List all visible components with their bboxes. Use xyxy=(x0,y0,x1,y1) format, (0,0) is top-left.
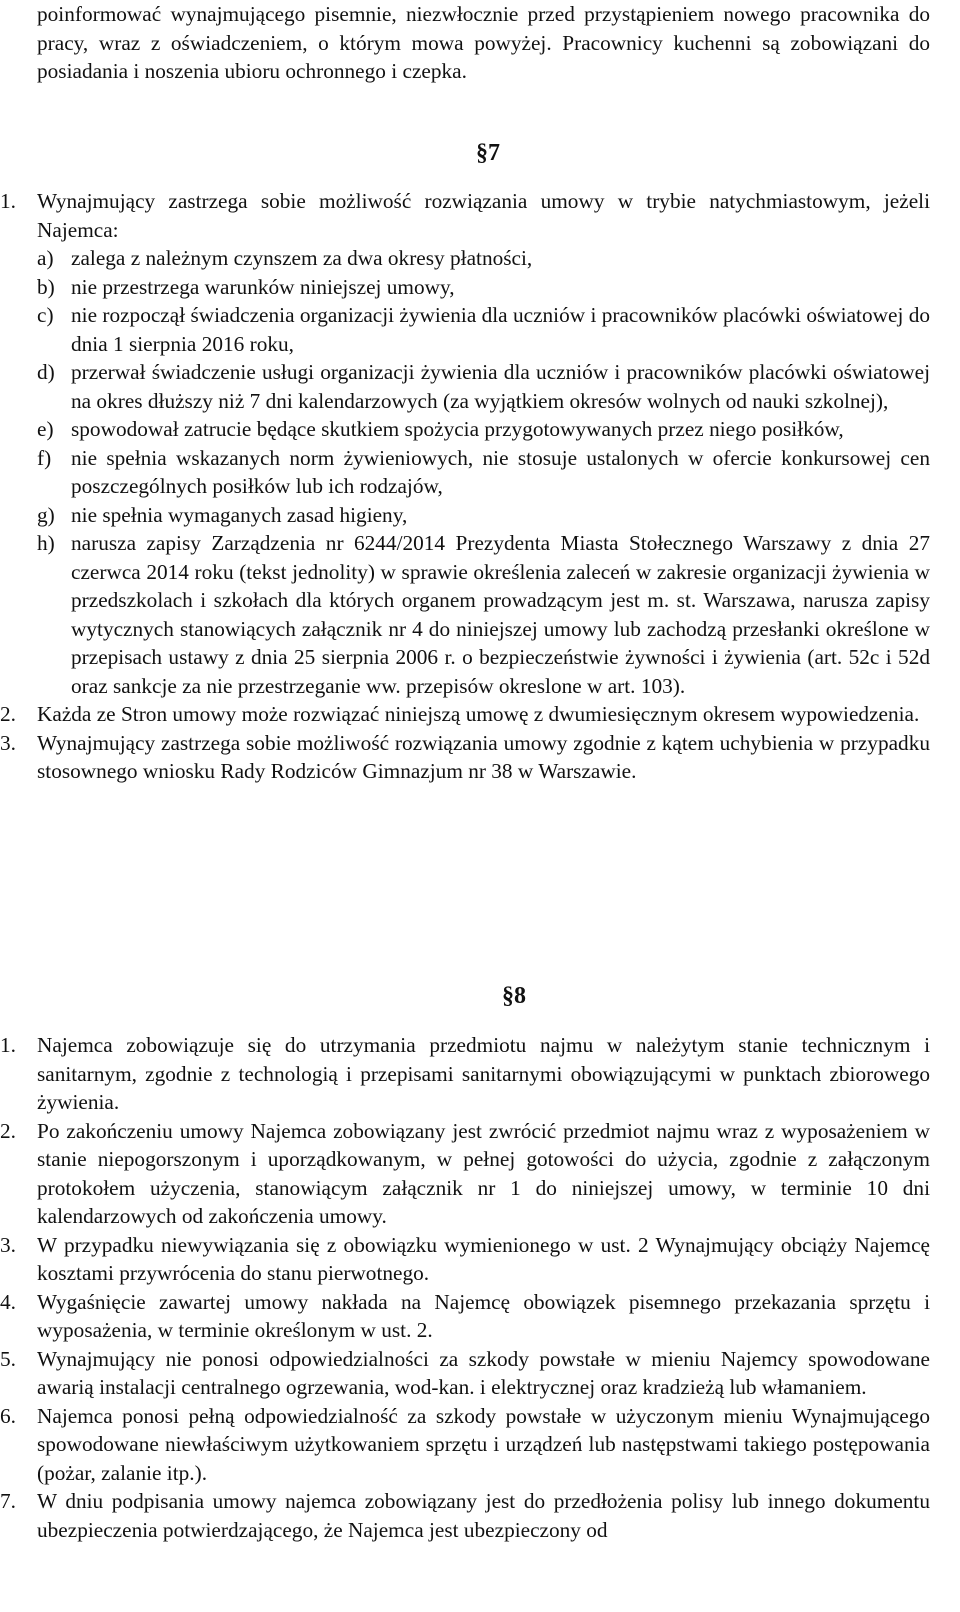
subitem-letter: e) xyxy=(37,417,54,441)
item-text: W przypadku niewywiązania się z obowiązku wymienionego w ust. 2 Wynajmujący obciąży Najemcę kosztami przywrócenia do stanu pierwotnego. xyxy=(37,1232,930,1285)
section-7-item-3 xyxy=(0,729,930,786)
section-7-item-2 xyxy=(0,700,930,729)
subitem-letter: c) xyxy=(37,303,54,327)
subitem-text: nie spełnia wymaganych zasad higieny, xyxy=(71,502,408,527)
subitem-text: nie przestrzega warunków niniejszej umowy, xyxy=(71,274,455,299)
section-8-heading: §8 xyxy=(502,983,526,1009)
subitem-letter: f) xyxy=(37,445,52,470)
item-text: W dniu podpisania umowy najemca zobowiązany jest do przedłożenia polisy lub innego dokumentu ubezpieczenia potwierdzającego, że Najemca jest ubezpieczony od xyxy=(37,1489,930,1542)
item-number: 2. xyxy=(0,702,16,726)
item-number: 4. xyxy=(0,1289,16,1314)
item-number: 1. xyxy=(0,1033,16,1057)
section-8-item-1 xyxy=(0,1031,930,1117)
subitem-text: nie rozpoczął świadczenia organizacji żywienia dla uczniów i pracowników placówki oświatowej do dnia 1 sierpnia 2016 roku, xyxy=(71,303,930,356)
item-text: Wygaśnięcie zawartej umowy nakłada na Najemcę obowiązek pisemnego przekazania sprzętu i wyposażenia, w terminie określonym w ust. 2. xyxy=(37,1289,930,1342)
subitem-e xyxy=(37,415,930,444)
section-8-item-4 xyxy=(0,1288,930,1345)
item-number: 2. xyxy=(0,1118,16,1143)
item-text: Najemca ponosi pełną odpowiedzialność za szkody powstałe w użyczonym mieniu Wynajmującego spowodowane niewłaściwym użytkowaniem sprzętu i urządzeń lub następstwami takiego postępowania (pożar, zalanie itp.). xyxy=(37,1403,930,1485)
item-number: 3. xyxy=(0,1232,16,1257)
intro-paragraph: poinformować wynajmującego pisemnie, niezwłocznie przed przystąpieniem nowego pracownika do pracy, wraz z oświadczeniem, o którym mowa powyżej. Pracownicy kuchenni są zobowiązani do posiadania i noszenia ubioru ochronnego i czepka. xyxy=(37,2,930,83)
subitem-c xyxy=(37,301,930,358)
subitem-text: spowodował zatrucie będące skutkiem spożycia przygotowywanych przez niego posiłków, xyxy=(71,417,844,441)
item-lead-text: Wynajmujący zastrzega sobie możliwość rozwiązania umowy w trybie natychmiastowym, jeżeli Najemca: xyxy=(37,189,930,242)
section-8-item-7 xyxy=(0,1487,930,1544)
subitem-text: zalega z należnym czynszem za dwa okresy płatności, xyxy=(71,246,533,270)
subitem-letter: a) xyxy=(37,246,54,270)
subitem-text: narusza zapisy Zarządzenia nr 6244/2014 Prezydenta Miasta Stołecznego Warszawy z dnia 27 czerwca 2014 roku (tekst jednolity) w sprawie określenia zaleceń w zakresie organizacji żywienia w przedszkolach i szkołach dla których organem prowadzącym jest m. st. Warszawa, narusza zapisy wytycznych stanowiących załącznik nr 4 do niniejszej umowy lub zachodzą przesłanki określone w przepisach ustawy z dnia 25 sierpnia 2006 r. o bezpieczeństwie żywności i żywienia (art. 52c i 52d oraz sankcje za nie przestrzeganie ww. przepisów okreslone w art. 103). xyxy=(71,531,930,698)
subitem-d xyxy=(37,358,930,415)
item-text: Każda ze Stron umowy może rozwiązać niniejszą umowę z dwumiesięcznym okresem wypowiedzenia. xyxy=(37,702,920,726)
section-7-item-1 xyxy=(0,187,930,700)
item-text: Wynajmujący zastrzega sobie możliwość rozwiązania umowy zgodnie z kątem uchybienia w przypadku stosownego wniosku Rady Rodziców Gimnazjum nr 38 w Warszawie. xyxy=(37,730,930,783)
subitem-b xyxy=(37,273,930,302)
section-8-item-3 xyxy=(0,1231,930,1288)
item-number: 5. xyxy=(0,1346,16,1371)
item-number: 6. xyxy=(0,1403,16,1428)
subitem-text: nie spełnia wskazanych norm żywieniowych, nie stosuje ustalonych w ofercie konkursowej cen poszczególnych posiłków lub ich rodzajów, xyxy=(71,445,930,498)
section-7-heading: §7 xyxy=(476,140,500,166)
item-text: Wynajmujący nie ponosi odpowiedzialności za szkody powstałe w mieniu Najemcy spowodowane awarią instalacji centralnego ogrzewania, wod-kan. i elektrycznej oraz kradzieżą lub włamaniem. xyxy=(37,1346,930,1399)
item-text: Po zakończeniu umowy Najemca zobowiązany jest zwrócić przedmiot najmu wraz z wyposażeniem w stanie niepogorszonym i uporządkowanym, w pełnej gotowości do użycia, zgodnie z załączonym protokołem użyczenia, stanowiącym załącznik nr 1 do niniejszej umowy, w terminie 10 dni kalendarzowych od zakończenia umowy. xyxy=(37,1118,930,1228)
subitem-f xyxy=(37,444,930,501)
section-7-list xyxy=(0,187,930,786)
subitem-letter: h) xyxy=(37,531,55,555)
section-8-item-2 xyxy=(0,1117,930,1231)
subitem-a xyxy=(37,244,930,273)
item-number: 1. xyxy=(0,189,16,213)
subitem-g xyxy=(37,501,930,530)
subitem-letter: b) xyxy=(37,274,55,299)
item-number: 7. xyxy=(0,1489,16,1513)
subitem-letter: d) xyxy=(37,360,55,384)
section-8-item-5 xyxy=(0,1345,930,1402)
section-8-item-6 xyxy=(0,1402,930,1488)
item-text: Najemca zobowiązuje się do utrzymania przedmiotu najmu w należytym stanie technicznym i sanitarnym, zgodnie z technologią i przepisami sanitarnymi obowiązującymi w punktach zbiorowego żywienia. xyxy=(37,1033,930,1114)
subitem-letter: g) xyxy=(37,502,55,527)
subitem-h xyxy=(37,529,930,700)
item-number: 3. xyxy=(0,730,16,755)
section-8-list xyxy=(0,1031,930,1544)
subitem-text: przerwał świadczenie usługi organizacji żywienia dla uczniów i pracowników placówki oświatowej na okres dłuższy niż 7 dni kalendarzowych (za wyjątkiem okresów wolnych od nauki szkolnej), xyxy=(71,360,930,413)
item-body xyxy=(37,187,930,700)
